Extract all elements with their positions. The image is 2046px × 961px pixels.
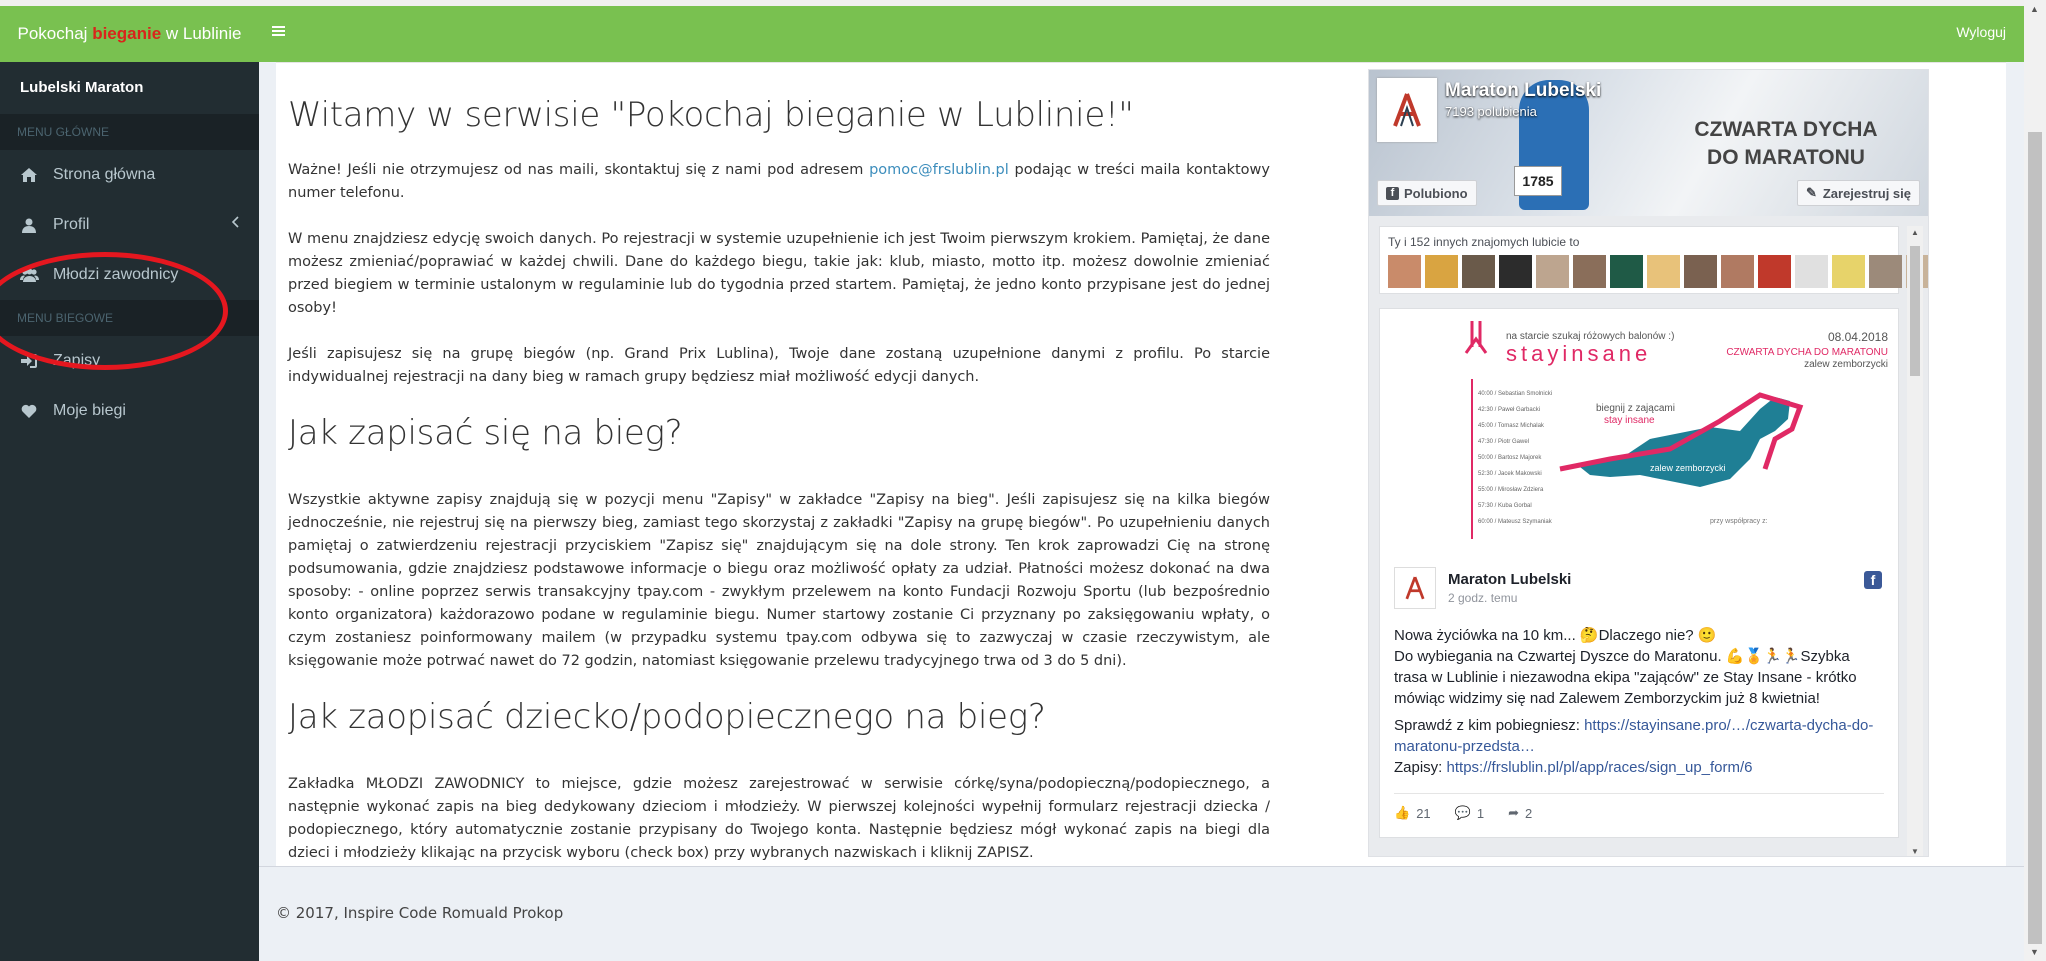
post-like-action[interactable]: [1394, 805, 1431, 821]
page-scroll-thumb[interactable]: [2028, 132, 2042, 944]
fb-signup-label: Zarejestruj się: [1822, 185, 1911, 201]
post-divider: [1394, 793, 1884, 794]
fb-liked-label: Polubiono: [1404, 185, 1468, 201]
scroll-up-icon[interactable]: ▲: [1911, 228, 1919, 237]
post-like-count: 21: [1416, 805, 1431, 821]
poster-event-place: zalew zemborzycki: [1804, 359, 1888, 370]
logout-link[interactable]: Wyloguj: [1956, 24, 2006, 40]
post-author[interactable]: Maraton Lubelski: [1448, 571, 1572, 588]
footer-divider: [259, 866, 2024, 867]
scroll-down-icon[interactable]: ▼: [1911, 847, 1919, 856]
home-icon: [19, 168, 39, 182]
post-body: [1394, 625, 1884, 778]
fb-liked-button[interactable]: [1377, 180, 1477, 206]
friend-avatar[interactable]: [1536, 255, 1569, 288]
friend-avatar[interactable]: [1869, 255, 1902, 288]
page-title: Witamy w serwisie "Pokochaj bieganie w Lublinie!": [288, 95, 1134, 135]
poster-pacer: 52:30 / Jacek Makowski: [1478, 471, 1542, 477]
fb-page-name[interactable]: Maraton Lubelski: [1445, 80, 1602, 101]
post-comment-action[interactable]: [1455, 805, 1484, 821]
sidebar-header-main: MENU GŁÓWNE: [0, 114, 259, 150]
page-scroll-down-icon[interactable]: ▼: [2030, 947, 2039, 957]
section-title-child: Jak zaopisać dziecko/podopiecznego na bieg?: [288, 697, 1046, 737]
brand-text-post: w Lublinie: [161, 24, 242, 43]
friend-avatar[interactable]: [1647, 255, 1680, 288]
fb-like-count: 7193 polubienia: [1445, 104, 1537, 119]
friend-avatar[interactable]: [1425, 255, 1458, 288]
child-paragraph: Zakładka MŁODZI ZAWODNICY to miejsce, gdzie możesz zarejestrować w serwisie córkę/syna/podopieczną/podopiecznego, a następnie wykonać zapis na bieg dedykowany dzieciom i młodzieży. W pierwszej kolejności wypełnij formularz rejestracji dziecka / podopiecznego, który automatycznie zostanie przypisany do Twojego konta. Następnie będziesz mógł wykonać zapis na biegi dla dzieci i młodzieży klikając na przycisk wyboru (check box) przy wybranych nazwiskach i kliknij ZAPISZ.: [288, 776, 1270, 861]
sidebar-item-label: Moje biegi: [53, 402, 126, 419]
sidebar-item-my-runs[interactable]: [0, 386, 259, 436]
fb-friends-box: [1379, 226, 1899, 294]
poster-pacer: 57:30 / Kuba Gorbal: [1478, 503, 1532, 509]
top-navbar: [0, 0, 2024, 62]
user-icon: [19, 218, 39, 233]
sidebar: [0, 62, 259, 961]
fb-page-logo[interactable]: [1377, 78, 1437, 142]
section-title-signup: Jak zapisać się na bieg?: [288, 413, 683, 453]
poster-pace-brand: stay insane: [1604, 415, 1655, 426]
race-bib: 1785: [1514, 166, 1562, 196]
menu-toggle-icon[interactable]: [272, 24, 292, 44]
poster-pace-title: biegnij z zającami: [1596, 403, 1675, 414]
poster-date: 08.04.2018: [1827, 330, 1888, 344]
poster-lake: zalew zemborzycki: [1650, 463, 1726, 473]
share-icon: ➦: [1508, 805, 1519, 820]
page-scroll-up-icon[interactable]: ▲: [2030, 4, 2039, 14]
post-line-3: [1394, 715, 1884, 757]
post-line-4-text: Zapisy:: [1394, 759, 1447, 776]
brand-text-pre: Pokochaj: [17, 24, 93, 43]
post-timestamp[interactable]: 2 godz. temu: [1448, 591, 1518, 605]
profile-paragraph: W menu znajdziesz edycję swoich danych. Po rejestracji w systemie uzupełnienie ich jest Twoim pierwszym krokiem. Pamiętaj, że dane możesz zmieniać/poprawiać w każdej chwili. Dane do każdego biegu, takie jak: klub, miasto, motto itp. możesz dowolnie zmieniać przed biegiem w terminie ustalonym w regulaminie lub do tygodnia przed startem. Pamiętaj, że jedno konto przypisane jest do jednej osoby!: [288, 231, 1270, 316]
friend-avatar[interactable]: [1832, 255, 1865, 288]
friend-avatar[interactable]: [1462, 255, 1495, 288]
brand-logo[interactable]: [0, 6, 259, 62]
sidebar-header-runs: MENU BIEGOWE: [0, 300, 259, 336]
post-share-count: 2: [1524, 805, 1533, 821]
fb-scroll-thumb[interactable]: [1910, 246, 1920, 376]
fb-signup-button[interactable]: [1797, 180, 1920, 206]
facebook-page-widget[interactable]: [1368, 69, 1929, 857]
post-actions: [1394, 805, 1532, 821]
post-comment-count: 1: [1476, 805, 1485, 821]
friend-avatar[interactable]: [1610, 255, 1643, 288]
post-author-avatar[interactable]: [1394, 567, 1436, 609]
contact-paragraph: [288, 159, 1270, 205]
fb-scrollbar[interactable]: [1907, 226, 1923, 857]
poster-partners: przy współpracy z:: [1710, 518, 1768, 525]
post-share-action[interactable]: [1508, 805, 1532, 821]
main-content-box: [276, 62, 2006, 866]
cover-caption-line2: DO MARATONU: [1707, 146, 1865, 169]
friend-avatar[interactable]: [1795, 255, 1828, 288]
post-link-stayinsane[interactable]: https://stayinsane.pro/…/czwarta-dycha-do-maratonu-przedsta…: [1394, 717, 1874, 755]
support-email-link[interactable]: pomoc@frslublin.pl: [869, 162, 1009, 178]
friend-avatar[interactable]: [1684, 255, 1717, 288]
fb-friend-avatars: [1388, 255, 1929, 288]
heart-icon: [19, 404, 39, 418]
post-link-signup[interactable]: https://frslublin.pl/pl/app/races/sign_up_form/6: [1446, 759, 1753, 776]
sidebar-item-label: Zapisy: [53, 352, 101, 369]
comment-icon: 💬: [1454, 805, 1471, 820]
friend-avatar[interactable]: [1388, 255, 1421, 288]
signup-paragraph: Wszystkie aktywne zapisy znajdują się w pozycji menu "Zapisy" w zakładce "Zapisy na bieg". Jeśli zapisujesz się na kilka biegów jednocześnie, nie rejestruj się na pierwszy bieg, zamiast tego skorzystaj z zakładki "Zapisy na grupę biegów". Po uzupełnieniu danych pamiętaj o zatwierdzeniu rejestracji przyciskiem "Zapisz się" znajdującym się na dole strony. Ten krok zaprowadzi Cię na stronę podsumowania, gdzie znajdziesz podstawowe informacje o biegu oraz możliwość opłaty za udział. Płatności możesz dokonać na dwa sposoby: - online poprzez serwis transakcyjny tpay.com - zwykłym przelewem na konto Fundacji Rozwoju Sportu (lub bezpośrednio konto organizatora) każdorazowo podane w regulaminie biegu. Numer startowy zostanie Ci przyznany po zaksięgowaniu wpłaty, o czym zostaniesz poinformowany mailem (w przypadku systemu tpay.com odbywa się to zazwyczaj w czasie rzeczywistym, ale księgowanie może potrwać nawet do 72 godzin, natomiast księgowanie przelewu tradycyjnego trwa od 3 do 5 dni).: [288, 492, 1270, 669]
facebook-icon[interactable]: f: [1864, 571, 1882, 589]
post-line-4: [1394, 757, 1884, 778]
poster-pacer: 45:00 / Tomasz Michalak: [1478, 423, 1544, 429]
thumbs-up-icon: 👍: [1394, 805, 1411, 820]
fb-cover-photo[interactable]: [1369, 70, 1929, 216]
chevron-left-icon[interactable]: [231, 215, 239, 233]
post-line-3-text: Sprawdź z kim pobiegniesz:: [1394, 717, 1585, 734]
sidebar-item-home[interactable]: [0, 150, 259, 200]
friend-avatar[interactable]: [1758, 255, 1791, 288]
post-line-2: Do wybiegania na Czwartej Dyszce do Maratonu. 💪🏅🏃🏃Szybka trasa w Lublinie i niezawodna ekipa "zająców" ze Stay Insane - krótko mówiąc widzimy się nad Zalewem Zemborzyckim już 8 kwietnia!: [1394, 648, 1857, 707]
contact-text-end: podając w treści maila kontaktowy numer telefonu.: [288, 162, 1270, 201]
welcome-text: [288, 81, 1270, 865]
poster-pacer: 55:00 / Mirosław Zdziera: [1478, 487, 1544, 493]
cover-caption: [1651, 116, 1921, 172]
friend-avatar[interactable]: [1573, 255, 1606, 288]
race-poster-image[interactable]: [1380, 309, 1898, 553]
fb-f-icon: f: [1386, 187, 1399, 200]
poster-pacer: 47:30 / Piotr Gawel: [1478, 439, 1530, 445]
post-line-1: Nowa życiówka na 10 km... 🤔Dlaczego nie? 🙂: [1394, 627, 1717, 644]
sidebar-item-label: Młodzi zawodnicy: [53, 266, 179, 283]
brand-text-accent: bieganie: [92, 24, 162, 43]
poster-brand: stayinsane: [1506, 341, 1652, 366]
fb-post: [1379, 308, 1899, 838]
poster-pacer: 42:30 / Paweł Garbacki: [1478, 407, 1541, 413]
poster-pacer: 50:00 / Bartosz Majorek: [1478, 455, 1542, 461]
friend-avatar[interactable]: [1499, 255, 1532, 288]
poster-pacer: 40:00 / Sebastian Smolnicki: [1478, 391, 1553, 397]
pencil-icon: ✎: [1805, 185, 1817, 200]
contact-text: Ważne! Jeśli nie otrzymujesz od nas maili, skontaktuj się z nami pod adresem: [288, 162, 870, 178]
page-scrollbar[interactable]: [2024, 0, 2046, 961]
poster-tag: na starcie szukaj różowych balonów :): [1506, 331, 1675, 342]
cover-caption-line1: CZWARTA DYCHA: [1694, 118, 1878, 141]
sidebar-item-label: Strona główna: [53, 166, 156, 183]
sidebar-item-label: Profil: [53, 216, 90, 233]
poster-pacer: 60:00 / Mateusz Szymaniak: [1478, 519, 1552, 525]
sidebar-title: Lubelski Maraton: [20, 79, 144, 96]
fb-friends-text: Ty i 152 innych znajomych lubicie to: [1388, 235, 1580, 249]
group-paragraph: Jeśli zapisujesz się na grupę biegów (np. Grand Prix Lublina), Twoje dane zostaną uzupełnione danymi z profilu. Po starcie indywidualnej rejestracji na dany bieg w ramach grupy będziesz miał możliwość edycji danych.: [288, 346, 1270, 385]
sidebar-item-profile[interactable]: [0, 200, 259, 250]
footer: © 2017, Inspire Code Romuald Prokop: [276, 904, 564, 922]
friend-avatar[interactable]: [1721, 255, 1754, 288]
poster-event: CZWARTA DYCHA DO MARATONU: [1726, 347, 1888, 358]
